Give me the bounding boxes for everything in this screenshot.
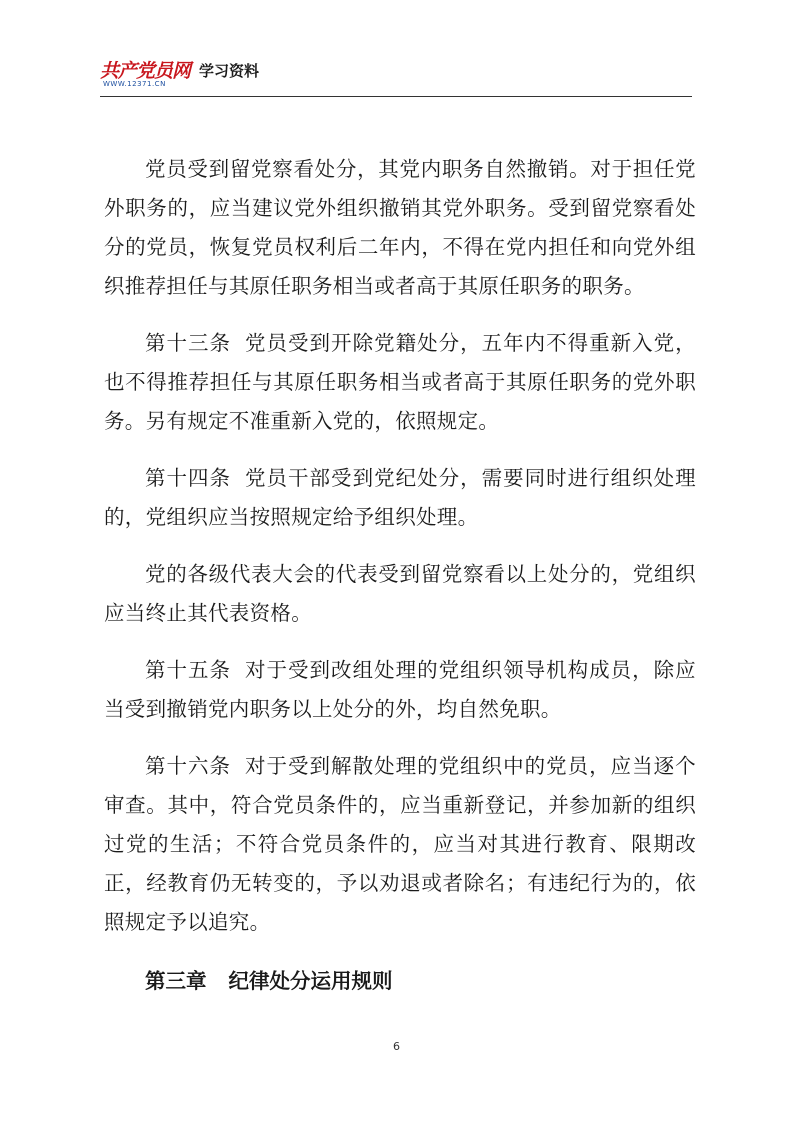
article-paragraph — [104, 651, 696, 729]
article-number: 第十五条 — [145, 658, 232, 682]
site-logo[interactable]: 共产党员网 — [100, 60, 191, 82]
document-body — [104, 150, 696, 1001]
header-label: 学习资料 — [199, 62, 260, 80]
article-number: 第十四条 — [145, 466, 232, 490]
page-header — [100, 52, 692, 97]
paragraph — [104, 150, 696, 306]
paragraph — [104, 555, 696, 633]
page-number: 6 — [393, 1040, 400, 1053]
paragraph-text: 对于受到解散处理的党组织中的党员，应当逐个审查。其中，符合党员条件的，应当重新登记，并参加新的组织过党的生活；不符合党员条件的，应当对其进行教育、限期改正，经教育仍无转变的，予以劝退或者除名；有违纪行为的，依照规定予以追究。 — [104, 754, 696, 934]
site-logo-url: WWW.12371.CN — [103, 80, 166, 88]
article-paragraph — [104, 747, 696, 942]
paragraph-text: 对于受到改组处理的党组织领导机构成员，除应当受到撤销党内职务以上处分的外，均自然免职。 — [104, 658, 696, 721]
chapter-heading — [104, 962, 696, 1001]
article-number: 第十六条 — [145, 754, 232, 778]
paragraph-text: 党员受到开除党籍处分，五年内不得重新入党，也不得推荐担任与其原任职务相当或者高于其原任职务的党外职务。另有规定不准重新入党的，依照规定。 — [104, 331, 696, 433]
paragraph-text: 党的各级代表大会的代表受到留党察看以上处分的，党组织应当终止其代表资格。 — [104, 562, 696, 625]
chapter-number: 第三章 — [145, 969, 207, 993]
article-number: 第十三条 — [145, 331, 232, 355]
chapter-title: 纪律处分运用规则 — [228, 969, 393, 993]
paragraph-text: 党员干部受到党纪处分，需要同时进行组织处理的，党组织应当按照规定给予组织处理。 — [104, 466, 696, 529]
paragraph-text: 党员受到留党察看处分，其党内职务自然撤销。对于担任党外职务的，应当建议党外组织撤销其党外职务。受到留党察看处分的党员，恢复党员权利后二年内，不得在党内担任和向党外组织推荐担任与其原任职务相当或者高于其原任职务的职务。 — [104, 157, 696, 298]
article-paragraph — [104, 324, 696, 441]
article-paragraph — [104, 459, 696, 537]
